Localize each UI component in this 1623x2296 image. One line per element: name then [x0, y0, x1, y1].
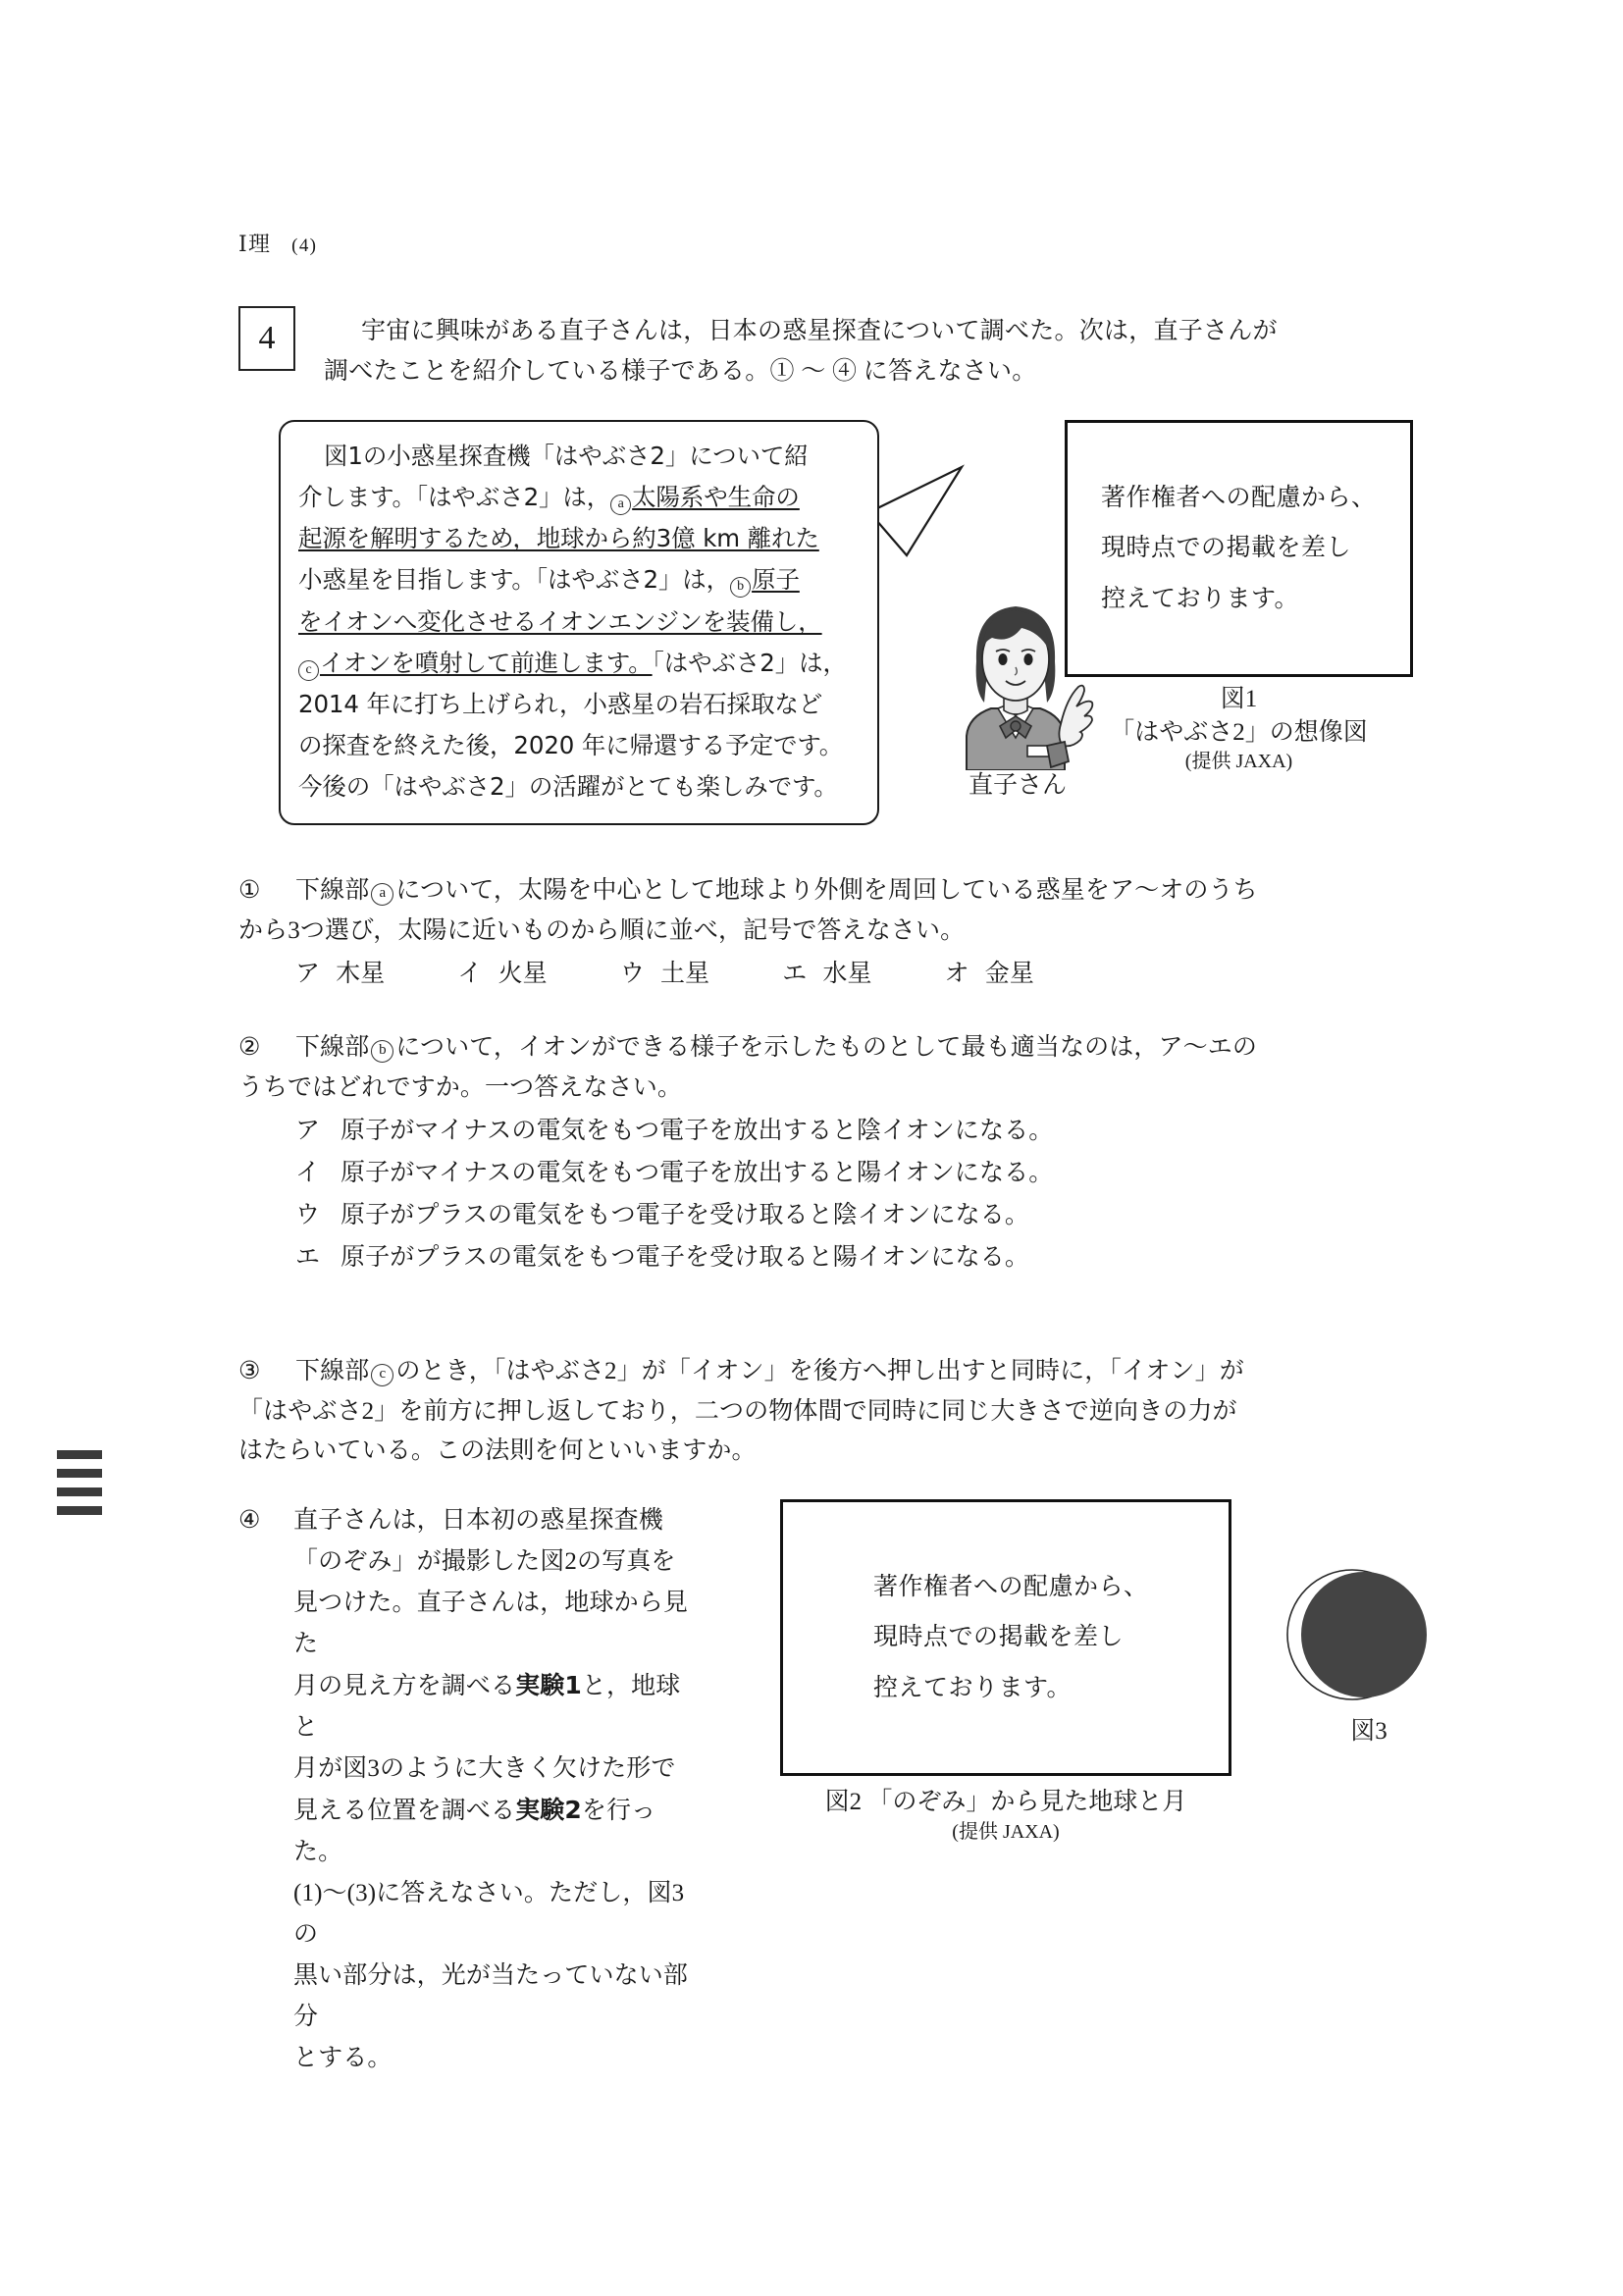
figure-3-caption [1305, 1715, 1433, 1748]
experiment-1-label: 実験1 [515, 1670, 582, 1699]
notice-fig2-line-3: 控えております。 [873, 1674, 1073, 1701]
choice-item[interactable]: エ 水星 [782, 961, 872, 987]
question-1-choices [238, 955, 1416, 995]
intro-line-1: 宇宙に興味がある直子さんは，日本の惑星探査について調べた。次は，直子さんが [361, 318, 1278, 344]
figure-1-caption [1065, 683, 1413, 775]
question-4-line-8: 黒い部分は，光が当たっていない部分 [293, 1961, 689, 2030]
bubble-line-5: をイオンへ変化させるイオンエンジンを装備し， [298, 606, 822, 636]
bubble-line-6: c イオンを噴射して前進します。「はやぶさ2」は， [298, 643, 862, 684]
ref-mark-c: c [371, 1364, 393, 1386]
question-1 [238, 871, 1416, 995]
problem-number: 4 [258, 320, 276, 356]
question-3-number: ③ [238, 1358, 261, 1384]
underline-mark-a: a [610, 495, 631, 515]
choice-item[interactable]: ウ 土星 [619, 961, 710, 987]
question-2-line-1: 下線部 b について，イオンができる様子を示したものとして最も適当なのは，ア～エの [295, 1034, 1258, 1061]
question-3-line-1: 下線部 c のとき，「はやぶさ2」が「イオン」を後方へ押し出すと同時に，「イオン」が [295, 1358, 1244, 1384]
fig2-credit: (提供 JAXA) [952, 1820, 1060, 1843]
choice-item[interactable]: イ 原子がマイナスの電気をもつ電子を放出すると陽イオンになる。 [295, 1160, 1054, 1186]
question-2 [238, 1028, 1416, 1278]
binding-registration-mark [57, 1450, 102, 1525]
ref-mark-b: b [371, 1040, 393, 1063]
choice-item[interactable]: オ 金星 [944, 961, 1035, 987]
notice-fig1-line-2: 現時点での掲載を差し [1101, 535, 1352, 562]
question-1-number: ① [238, 877, 261, 904]
figure-2-caption [746, 1786, 1266, 1845]
notice-fig2-line-1: 著作権者への配慮から、 [873, 1574, 1149, 1601]
bubble-line-1: 図1の小惑星探査機「はやぶさ2」について紹 [324, 442, 809, 470]
choice-item[interactable]: ア 木星 [295, 961, 386, 987]
running-header [238, 228, 317, 258]
question-2-number: ② [238, 1034, 261, 1061]
underline-mark-b: b [730, 577, 751, 598]
fig2-title: 図2 「のぞみ」から見た地球と月 [824, 1789, 1187, 1815]
question-4-line-4: 月の見え方を調べる実験1と，地球と [293, 1670, 681, 1741]
experiment-2-label: 実験2 [515, 1795, 582, 1824]
bubble-line-7: 2014 年に打ち上げられ，小惑星の岩石採取など [298, 689, 823, 718]
notice-fig1-line-1: 著作権者への配慮から、 [1101, 485, 1377, 512]
copyright-notice-fig1 [1065, 420, 1413, 677]
fig3-title: 図3 [1350, 1718, 1387, 1745]
problem-intro [324, 312, 1403, 391]
question-4 [238, 1501, 690, 2079]
bubble-line-9: 今後の「はやぶさ2」の活躍がとても楽しみです。 [298, 772, 838, 801]
question-4-line-6: 見える位置を調べる実験2を行った。 [293, 1795, 656, 1865]
figure-3-moon-diagram [1276, 1552, 1457, 1724]
student-label: 直子さん [968, 772, 1067, 799]
problem-number-box [238, 306, 295, 371]
question-2-choices [238, 1110, 1416, 1278]
question-4-line-7: (1)～(3)に答えなさい。ただし，図3の [293, 1879, 685, 1948]
question-1-line-1: 下線部 a について，太陽を中心として地球より外側を周回している惑星をア～オのうち [295, 877, 1258, 904]
notice-fig2-line-2: 現時点での掲載を差し [873, 1624, 1125, 1651]
intro-line-2: 調べたことを紹介している様子である。① ～ ④ に答えなさい。 [324, 357, 1037, 385]
question-1-line-2: から3つ選び，太陽に近いものから順に並べ，記号で答えなさい。 [238, 916, 966, 944]
bubble-line-3: 起源を解明するため，地球から約3億 km 離れた [298, 524, 819, 553]
speech-bubble [279, 420, 879, 825]
header-subject: Ⅰ理 [238, 232, 272, 256]
bubble-line-2: 介します。「はやぶさ2」は， a 太陽系や生命の [298, 477, 862, 518]
notice-fig1-line-3: 控えております。 [1101, 585, 1300, 612]
fig1-subtitle: 「はやぶさ2」の想像図 [1110, 718, 1368, 746]
choice-item[interactable]: イ 火星 [457, 961, 548, 987]
question-4-number: ④ [238, 1507, 261, 1534]
speech-bubble-tail [867, 461, 985, 579]
header-page-label: (4) [291, 235, 318, 256]
choice-item[interactable]: ア 原子がマイナスの電気をもつ電子を放出すると陰イオンになる。 [295, 1118, 1054, 1144]
question-4-line-1: 直子さんは，日本初の惑星探査機 [293, 1507, 663, 1534]
question-4-line-5: 月が図3のように大きく欠けた形で [293, 1754, 676, 1782]
bubble-line-4: 小惑星を目指します。「はやぶさ2」は， b 原子 [298, 559, 862, 600]
choice-item[interactable]: エ 原子がプラスの電気をもつ電子を受け取ると陽イオンになる。 [295, 1244, 1030, 1271]
question-4-line-2: 「のぞみ」が撮影した図2の写真を [293, 1547, 676, 1575]
underline-mark-c: c [298, 660, 319, 681]
ref-mark-a: a [371, 883, 393, 906]
question-2-line-2: うちではどれですか。一つ答えなさい。 [238, 1073, 683, 1101]
question-3 [238, 1352, 1416, 1472]
choice-item[interactable]: ウ 原子がプラスの電気をもつ電子を受け取ると陰イオンになる。 [295, 1202, 1030, 1228]
bubble-line-8: の探査を終えた後，2020 年に帰還する予定です。 [298, 730, 844, 759]
question-4-line-3: 見つけた。直子さんは，地球から見た [293, 1589, 689, 1657]
fig1-title: 図1 [1220, 686, 1258, 712]
question-3-line-2: 「はやぶさ2」を前方に押し返しており，二つの物体間で同時に同じ大きさで逆向きの力が [238, 1397, 1237, 1425]
copyright-notice-fig2 [780, 1499, 1231, 1776]
question-4-line-9: とする。 [293, 2044, 393, 2071]
question-3-line-3: はたらいている。この法則を何といいますか。 [238, 1437, 757, 1464]
fig1-credit: (提供 JAXA) [1184, 751, 1293, 772]
